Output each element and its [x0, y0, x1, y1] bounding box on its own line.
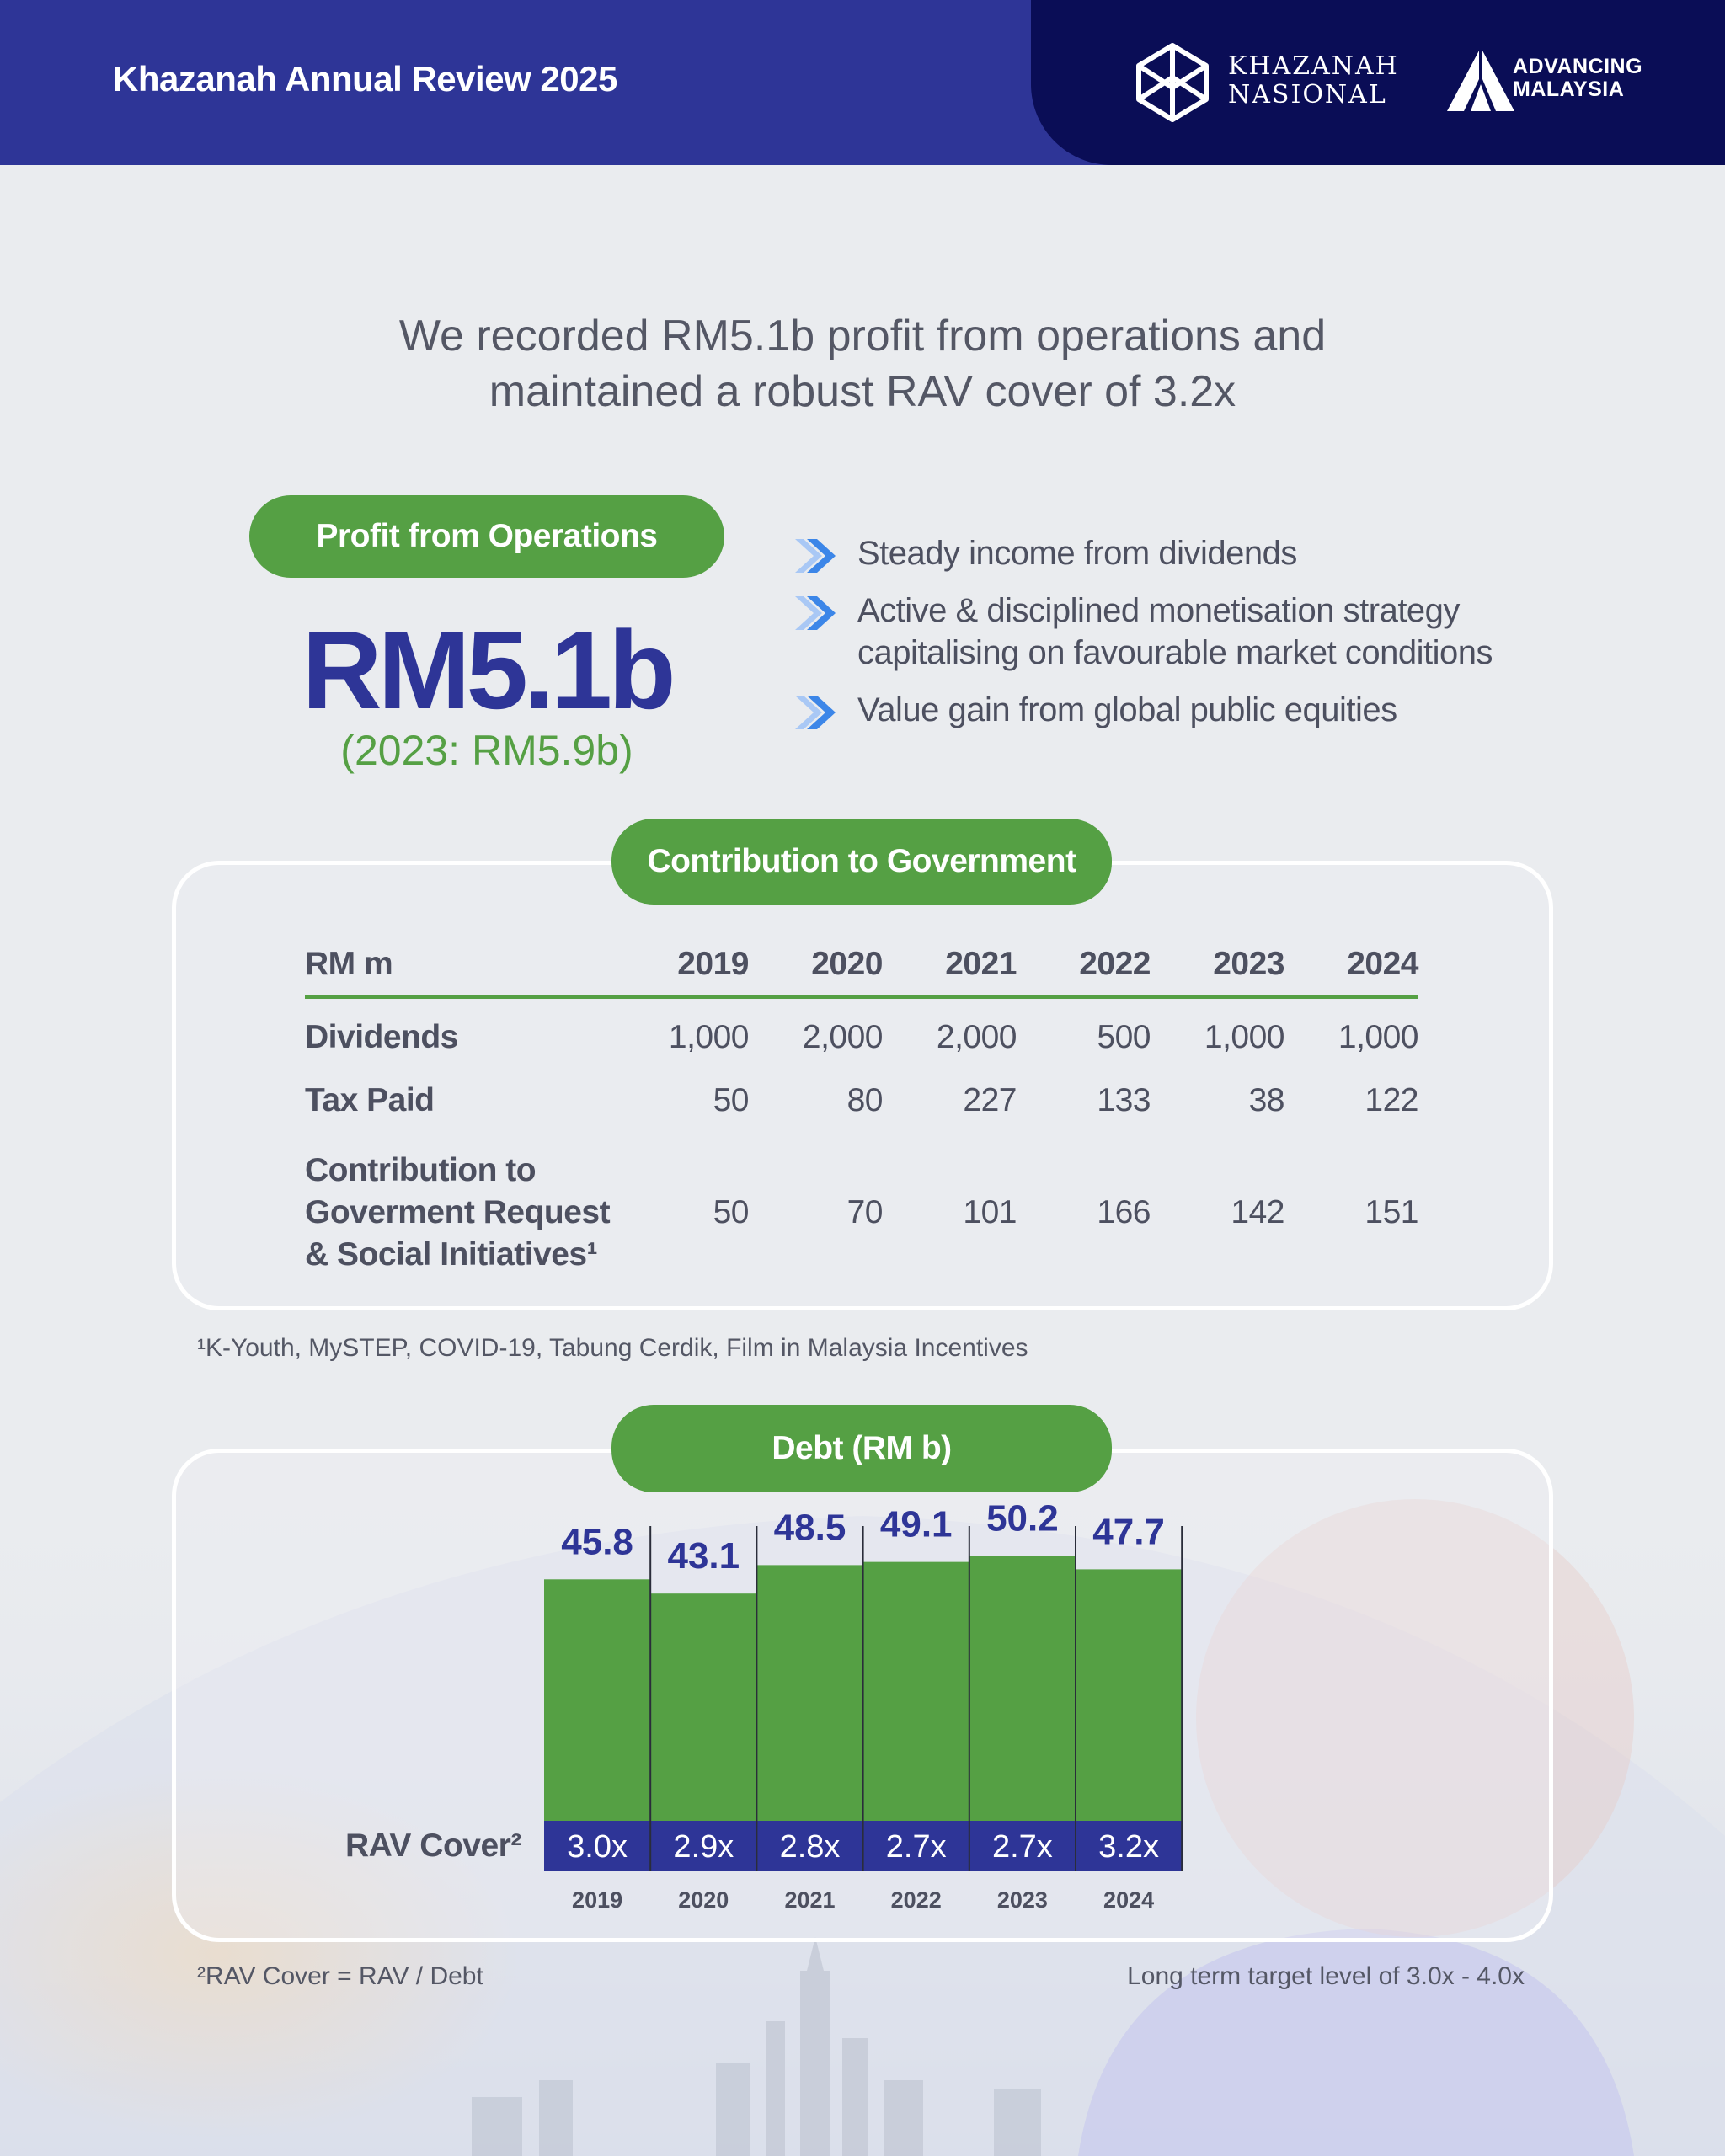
debt-bar	[544, 1579, 650, 1821]
unit-header: RM m	[305, 933, 615, 997]
year-tick-label: 2019	[572, 1887, 623, 1913]
year-tick-label: 2020	[678, 1887, 729, 1913]
target-level-note: Long term target level of 3.0x - 4.0x	[1127, 1962, 1525, 1990]
debt-bar	[1076, 1569, 1182, 1821]
headline-line2: maintained a robust RAV cover of 3.2x	[489, 367, 1236, 416]
table-cell: 142	[1231, 1194, 1284, 1230]
profit-value: RM5.1b	[302, 608, 672, 732]
table-cell: 2,000	[802, 1019, 883, 1055]
report-title: Khazanah Annual Review 2025	[113, 59, 617, 99]
table-cell: 50	[713, 1082, 749, 1118]
row-label-line: & Social Initiatives¹	[305, 1236, 598, 1273]
debt-bar	[650, 1593, 756, 1821]
rav-cover-value: 3.2x	[1098, 1829, 1160, 1865]
debt-value-label: 48.5	[773, 1507, 846, 1549]
rav-cover-label: RAV Cover²	[345, 1828, 521, 1864]
khazanah-logo-line1: KHAZANAH	[1228, 51, 1399, 81]
row-label: Dividends	[305, 1019, 458, 1055]
debt-value-label: 45.8	[561, 1521, 633, 1563]
year-header: 2021	[883, 933, 1017, 997]
table-cell: 50	[713, 1194, 749, 1230]
debt-value-label: 47.7	[1092, 1511, 1165, 1553]
advancing-logo-line1: ADVANCING	[1513, 55, 1643, 78]
table-cell: 500	[1097, 1019, 1151, 1055]
rav-cover-value: 2.9x	[673, 1829, 734, 1865]
row-label: Tax Paid	[305, 1082, 435, 1118]
rav-cover-value: 2.7x	[991, 1829, 1053, 1865]
rav-cover-value: 3.0x	[567, 1829, 628, 1865]
debt-value-label: 50.2	[986, 1497, 1059, 1540]
bullet-text: Steady income from dividends	[857, 535, 1297, 572]
rav-footnote: ²RAV Cover = RAV / Debt	[197, 1962, 483, 1990]
bullet-text: Active & disciplined monetisation strategy	[857, 592, 1460, 629]
table-cell: 80	[846, 1082, 883, 1118]
table-cell: 151	[1365, 1194, 1418, 1230]
row-label-line: Goverment Request	[305, 1194, 611, 1230]
table-cell: 1,000	[668, 1019, 749, 1055]
table-cell: 133	[1097, 1082, 1151, 1118]
debt-bar	[969, 1556, 1076, 1821]
row-label-line: Contribution to	[305, 1152, 537, 1188]
year-header: 2024	[1284, 933, 1418, 997]
bullet-text-continued: capitalising on favourable market conditions	[857, 634, 1493, 671]
table-cell: 1,000	[1338, 1019, 1418, 1055]
profit-previous-year: (2023: RM5.9b)	[340, 727, 633, 774]
contribution-footnote: ¹K-Youth, MySTEP, COVID-19, Tabung Cerdik, Film in Malaysia Incentives	[197, 1334, 1028, 1362]
headline-line1: We recorded RM5.1b profit from operations and	[398, 312, 1327, 360]
debt-value-label: 43.1	[667, 1535, 740, 1577]
debt-bar	[863, 1562, 969, 1821]
debt-pill: Debt (RM b)	[611, 1405, 1112, 1492]
debt-bar	[756, 1565, 862, 1821]
year-header: 2019	[615, 933, 749, 997]
table-cell: 38	[1248, 1082, 1284, 1118]
year-tick-label: 2022	[890, 1887, 942, 1913]
year-header: 2022	[1017, 933, 1151, 997]
table-cell: 227	[963, 1082, 1017, 1118]
khazanah-logo-line2: NASIONAL	[1228, 80, 1387, 109]
table-cell: 122	[1365, 1082, 1418, 1118]
year-tick-label: 2024	[1103, 1887, 1155, 1913]
table-cell: 1,000	[1204, 1019, 1284, 1055]
table-cell: 2,000	[936, 1019, 1017, 1055]
bullet-text: Value gain from global public equities	[857, 691, 1397, 728]
rav-cover-value: 2.8x	[779, 1829, 841, 1865]
debt-value-label: 49.1	[879, 1503, 953, 1545]
year-header: 2020	[749, 933, 883, 997]
table-cell: 101	[963, 1194, 1017, 1230]
rav-cover-value: 2.7x	[885, 1829, 947, 1865]
contribution-pill: Contribution to Government	[611, 819, 1112, 905]
table-cell: 70	[846, 1194, 883, 1230]
table-cell: 166	[1097, 1194, 1151, 1230]
profit-pill: Profit from Operations	[249, 495, 724, 578]
advancing-logo-line2: MALAYSIA	[1513, 77, 1625, 101]
year-header: 2023	[1151, 933, 1284, 997]
year-tick-label: 2021	[784, 1887, 836, 1913]
year-tick-label: 2023	[996, 1887, 1048, 1913]
